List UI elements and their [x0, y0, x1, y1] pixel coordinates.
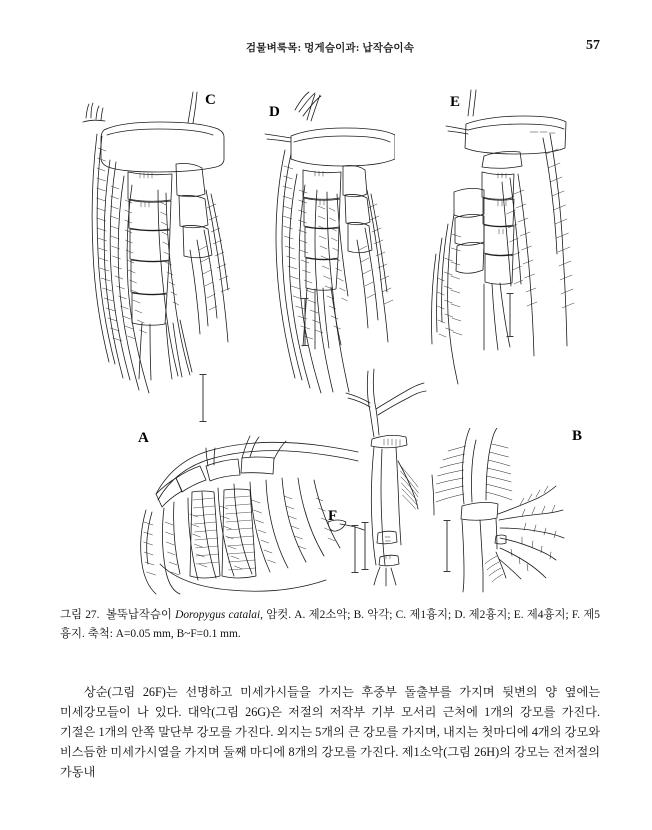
scale-bar-a	[360, 522, 369, 570]
page-number: 57	[586, 38, 600, 53]
caption-korean-name: 볼뚝납작슴이	[105, 609, 172, 621]
scale-bar-b	[442, 520, 451, 572]
scale-bar-c	[198, 374, 207, 422]
panel-label-c: C	[205, 92, 216, 108]
scale-bar-f	[350, 525, 359, 573]
panel-label-d: D	[269, 104, 280, 120]
header-title: 검물벼룩목: 멍게슴이과: 납작슴이속	[245, 43, 415, 54]
scale-bar-d	[300, 298, 309, 346]
panel-e-drawing	[410, 88, 575, 398]
caption-rest: , 암컷. A. 제2소악; B. 악각; C. 제1흉지; D. 제2흉지; E. 제4흉지; F. 제5흉지. 축척: A=0.05 mm, B~F=0.1 mm.	[60, 609, 601, 640]
panel-d-drawing	[245, 90, 395, 410]
panel-c-drawing	[80, 90, 230, 400]
scale-bar-e	[505, 293, 514, 337]
panel-label-f: F	[328, 508, 338, 524]
figure-panel-b	[400, 428, 600, 593]
panel-label-a: A	[138, 430, 149, 446]
figure-caption	[60, 606, 600, 644]
panel-label-b: B	[572, 428, 583, 444]
panel-b-drawing	[400, 428, 600, 593]
caption-figure-number: 그림 27.	[60, 609, 100, 621]
figure-panel-e	[410, 88, 575, 398]
panel-label-e: E	[450, 94, 461, 110]
figure-plate	[60, 80, 600, 595]
caption-species-name: Doropygus catalai	[175, 609, 261, 621]
figure-panel-c	[80, 90, 230, 400]
figure-panel-d	[245, 90, 395, 410]
body-paragraph: 상순(그림 26F)는 선명하고 미세가시들을 가지는 후중부 돌출부를 가지며 뒷변의 양 옆에는 미세강모들이 나 있다. 대악(그림 26G)은 저절의 저작부 기부 모서리 근처에 1개의 강모를 가진다. 기절은 1개의 안쪽 말단부 강모를 가진다. 외지는 5개의 큰 강모를 가지며, 내지는 첫마디에 4개의 강모와 비스듬한 미세가시열을 가지며 둘째 마디에 8개의 강모를 가진다. 제1소악(그림 26H)의 강모는 전저절의 가동내	[60, 685, 600, 779]
running-header	[60, 40, 600, 60]
